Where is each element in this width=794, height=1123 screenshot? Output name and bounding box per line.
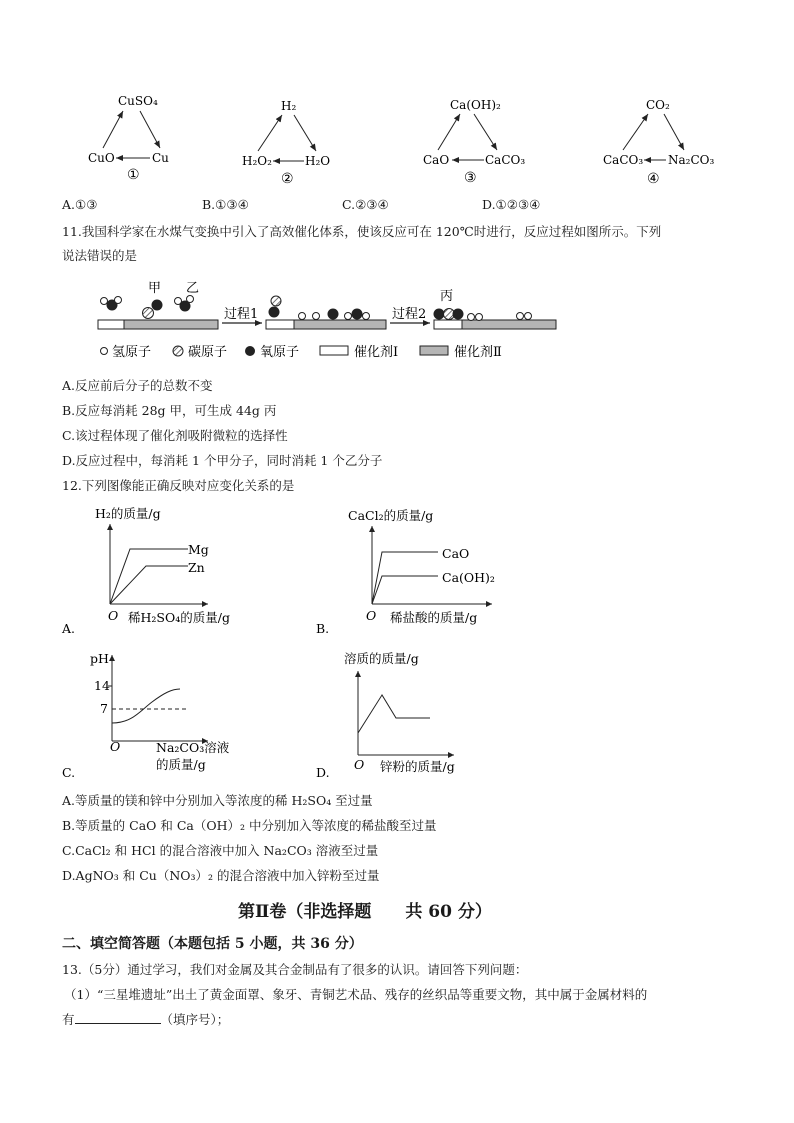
cycle-4 <box>603 98 714 187</box>
q12-option-a[interactable]: A.等质量的镁和锌中分别加入等浓度的稀 H₂SO₄ 至过量 <box>62 793 373 808</box>
graph-d-xlabel: 锌粉的质量/g <box>380 759 455 774</box>
q13-sub1: （1）“三星堆遗址”出土了黄金面罩、象牙、青铜艺术品、残存的丝织品等重要文物，其中属于金属材料的 <box>64 987 648 1002</box>
graph-c-origin: O <box>110 739 121 754</box>
molecule-bing-label: 丙 <box>440 289 454 304</box>
cycle-3-right: CaCO₃ <box>485 153 526 167</box>
graph-c-xlabel-2: 的质量/g <box>156 757 206 772</box>
graph-b-ylabel: CaCl₂的质量/g <box>348 508 434 523</box>
q13-sub1-answer-line <box>62 1010 229 1028</box>
q11-option-a[interactable]: A.反应前后分子的总数不变 <box>62 378 213 393</box>
molecule-yi-label: 乙 <box>186 281 200 296</box>
step-1-label: 过程1 <box>224 307 259 322</box>
cycle-diagrams <box>0 88 794 193</box>
graph-d-letter: D. <box>316 765 330 780</box>
graph-b-xlabel: 稀盐酸的质量/g <box>390 610 478 625</box>
diagram-legend <box>101 344 503 360</box>
cycle-2-right: H₂O <box>305 154 331 168</box>
graph-c-letter: C. <box>62 765 76 780</box>
q12-option-b[interactable]: B.等质量的 CaO 和 Ca（OH）₂ 中分别加入等浓度的稀盐酸至过量 <box>62 818 437 833</box>
graph-b-letter: B. <box>316 621 330 636</box>
cycle-1 <box>88 94 169 183</box>
q12-option-c[interactable]: C.CaCl₂ 和 HCl 的混合溶液中加入 Na₂CO₃ 溶液至过量 <box>62 843 379 858</box>
cycle-3-top: Ca(OH)₂ <box>450 98 501 112</box>
graph-d <box>314 645 524 785</box>
q10-option-a[interactable]: A.①③ <box>62 197 98 212</box>
cycle-2-number: ② <box>281 171 294 187</box>
q10-option-c[interactable]: C.②③④ <box>342 197 389 212</box>
q12-option-d[interactable]: D.AgNO₃ 和 Cu（NO₃）₂ 的混合溶液中加入锌粉至过量 <box>62 868 380 883</box>
step-2-label: 过程2 <box>392 307 427 322</box>
cycle-4-right: Na₂CO₃ <box>668 153 715 167</box>
section-2-title: 第Ⅱ卷（非选择题 共 60 分） <box>238 902 492 922</box>
graph-c-curve <box>112 689 180 723</box>
graph-b-label-caoh2: Ca(OH)₂ <box>442 570 495 585</box>
cycle-1-top: CuSO₄ <box>118 94 158 108</box>
graph-d-line <box>358 695 430 733</box>
graph-a <box>60 500 270 640</box>
graph-b-line-cao <box>372 552 438 604</box>
graph-b-origin: O <box>366 608 377 623</box>
q11-stem-line2: 说法错误的是 <box>62 248 138 263</box>
cycle-4-number: ④ <box>647 171 660 187</box>
graph-c-tick-7: 7 <box>100 701 108 716</box>
q12-stem: 12.下列图像能正确反映对应变化关系的是 <box>62 478 295 493</box>
cycle-2-left: H₂O₂ <box>242 154 272 168</box>
graph-a-xlabel: 稀H₂SO₄的质量/g <box>128 610 230 625</box>
cycle-2-top: H₂ <box>281 99 297 113</box>
graph-a-ylabel: H₂的质量/g <box>95 506 161 521</box>
cycle-2 <box>242 99 330 187</box>
q13-answer-blank[interactable] <box>75 1011 161 1024</box>
legend-catalyst-2: 催化剂Ⅱ <box>454 345 502 360</box>
q13-stem: 13.（5分）通过学习，我们对金属及其合金制品有了很多的认识。请回答下列问题： <box>62 962 528 977</box>
cycle-3-number: ③ <box>464 170 477 186</box>
graph-a-origin: O <box>108 608 119 623</box>
q11-option-b[interactable]: B.反应每消耗 28g 甲，可生成 44g 丙 <box>62 403 277 418</box>
graph-a-label-zn: Zn <box>188 560 205 575</box>
graph-a-label-mg: Mg <box>188 542 209 557</box>
cycle-4-left: CaCO₃ <box>603 153 644 167</box>
graph-a-letter: A. <box>62 621 76 636</box>
graph-d-ylabel: 溶质的质量/g <box>344 651 419 666</box>
graph-c-ylabel: pH <box>90 651 109 666</box>
graph-d-origin: O <box>354 757 365 772</box>
molecule-jia-label: 甲 <box>148 281 162 296</box>
q13-sub1-prefix: 有 <box>62 1012 75 1027</box>
q11-stem-line1: 11.我国科学家在水煤气变换中引入了高效催化体系，使该反应可在 120℃时进行，反应过程如图所示。下列 <box>62 224 662 239</box>
graph-b <box>314 500 524 640</box>
cycle-1-left: CuO <box>88 151 115 165</box>
cycle-1-right: Cu <box>152 151 169 165</box>
graph-c <box>60 645 270 785</box>
legend-carbon: 碳原子 <box>188 345 228 360</box>
q13-sub1-suffix: （填序号）； <box>160 1012 230 1027</box>
graph-b-label-cao: CaO <box>442 546 470 561</box>
cycle-4-top: CO₂ <box>646 98 670 112</box>
q10-option-b[interactable]: B.①③④ <box>202 197 249 212</box>
graph-b-line-caoh2 <box>372 576 438 604</box>
graph-a-line-mg <box>110 549 188 604</box>
reaction-process-diagram <box>90 276 570 366</box>
graph-c-tick-14: 14 <box>94 678 110 693</box>
q11-option-c[interactable]: C.该过程体现了催化剂吸附微粒的选择性 <box>62 428 288 443</box>
cycle-3-left: CaO <box>423 153 450 167</box>
legend-catalyst-1: 催化剂Ⅰ <box>354 345 399 360</box>
graph-c-xlabel-1: Na₂CO₃溶液 <box>156 740 230 755</box>
cycle-1-number: ① <box>127 167 140 183</box>
cycle-3 <box>423 98 525 186</box>
legend-hydrogen: 氢原子 <box>112 345 152 360</box>
part-2-title: 二、填空简答题（本题包括 5 小题，共 36 分） <box>62 936 363 952</box>
legend-oxygen: 氧原子 <box>260 345 300 360</box>
q11-option-d[interactable]: D.反应过程中，每消耗 1 个甲分子，同时消耗 1 个乙分子 <box>62 453 383 468</box>
q10-option-d[interactable]: D.①②③④ <box>482 197 541 212</box>
